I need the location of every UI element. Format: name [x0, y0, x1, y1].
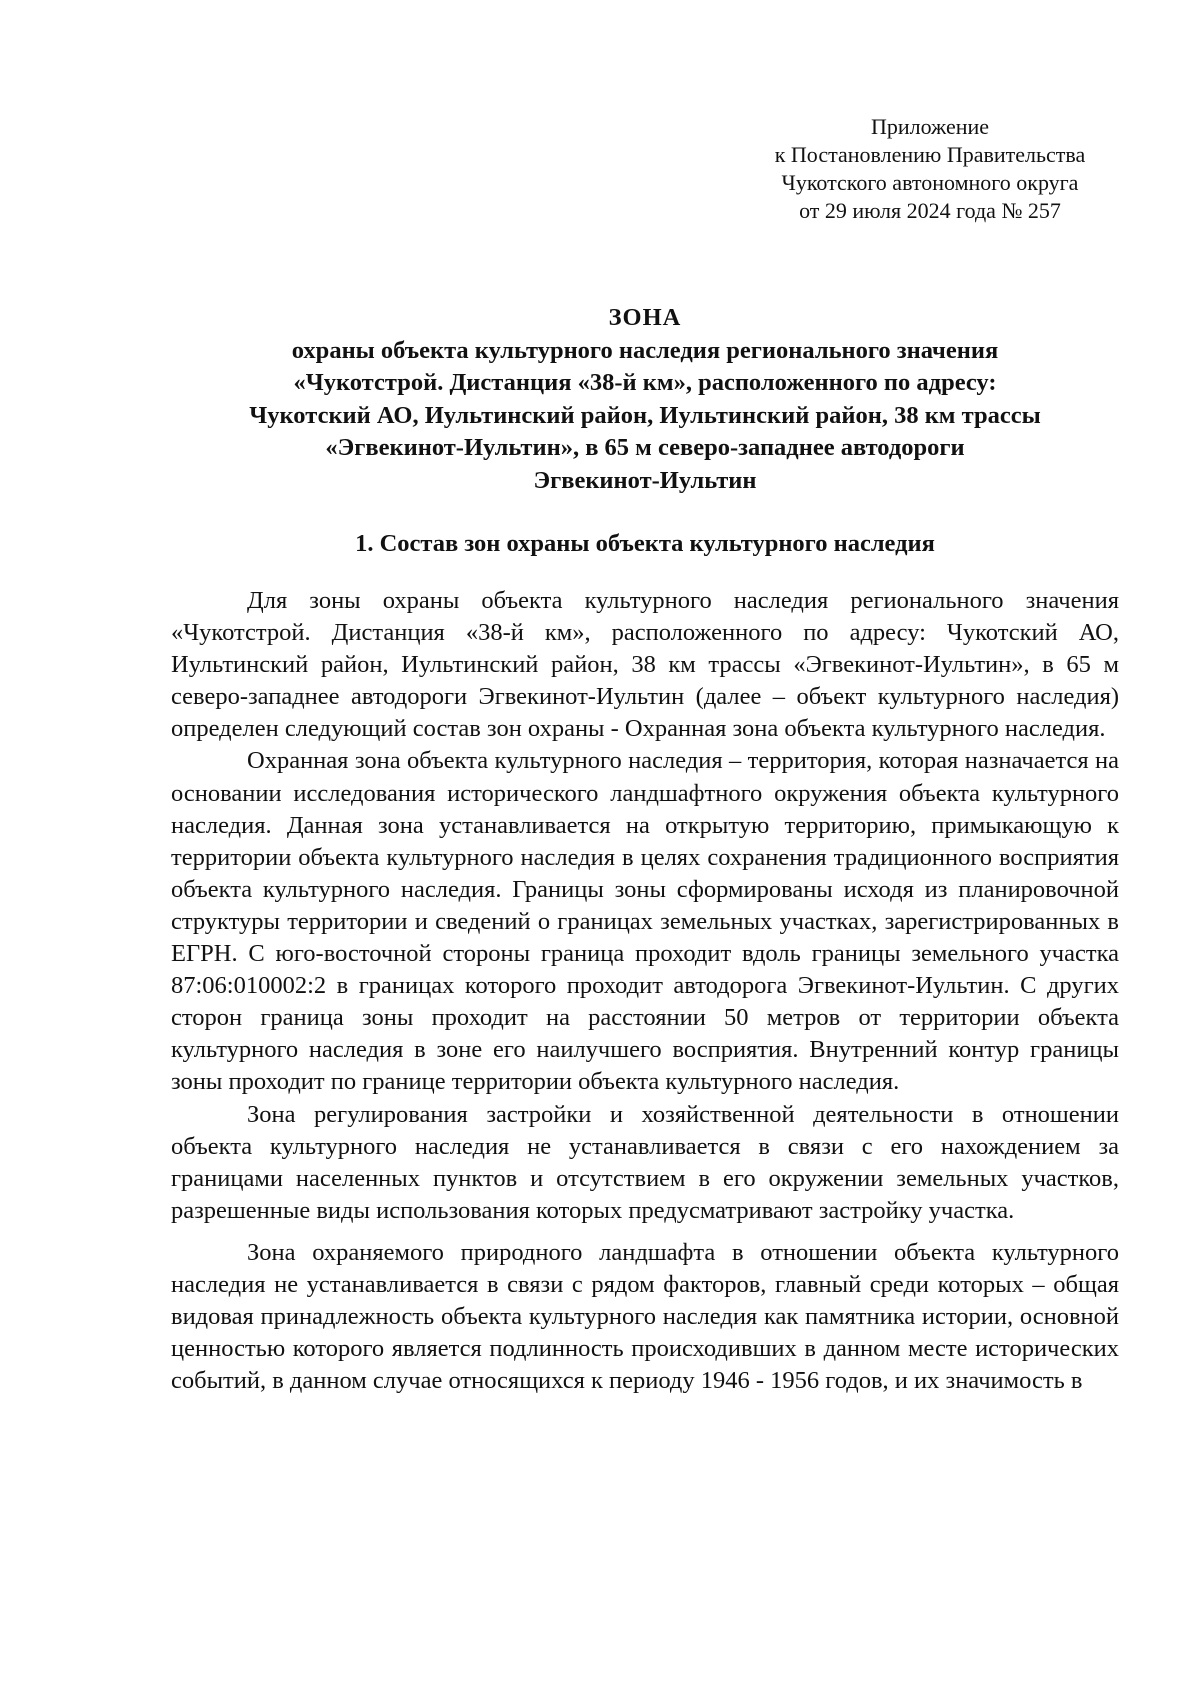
title-line: Эгвекинот-Иультин	[533, 466, 757, 494]
appendix-header	[740, 113, 1120, 225]
section-heading: 1. Состав зон охраны объекта культурного наследия	[355, 530, 935, 557]
paragraph: Охранная зона объекта культурного наследия – территория, которая назначается на основании исследования исторического ландшафтного окружения объекта культурного наследия. Данная зона устанавливается на открытую территорию, примыкающую к территории объекта культурного наследия в целях сохранения традиционного восприятия объекта культурного наследия. Границы зоны сформированы исходя из планировочной структуры территории и сведений о границах земельных участках, зарегистрированных в ЕГРН. С юго-восточной стороны граница проходит вдоль границы земельного участка 87:06:010002:2 в границах которого проходит автодорога Эгвекинот-Иультин. С других сторон граница зоны проходит на расстоянии 50 метров от территории объекта культурного наследия в зоне его наилучшего восприятия. Внутренний контур границы зоны проходит по границе территории объекта культурного наследия.	[171, 747, 1119, 1096]
title-line: охраны объекта культурного наследия регионального значения	[291, 336, 999, 364]
paragraph: Зона охраняемого природного ландшафта в отношении объекта культурного наследия не устанавливается в связи с рядом факторов, главный среди которых – общая видовая принадлежность объекта культурного наследия как памятника истории, основной ценностью которого является подлинность происходивших в данном месте исторических событий, в данном случае относящихся к периоду 1946 - 1956 годов, и их значимость в	[171, 1238, 1119, 1395]
title-line: «Чукотстрой. Дистанция «38-й км», расположенного по адресу:	[293, 369, 997, 396]
appendix-line: Приложение	[870, 114, 990, 139]
title-line: «Эгвекинот-Иультин», в 65 м северо-западнее автодороги	[325, 434, 965, 461]
appendix-line: к Постановлению Правительства	[774, 142, 1086, 167]
paragraph: Для зоны охраны объекта культурного наследия регионального значения «Чукотстрой. Дистанция «38-й км», расположенного по адресу: Чукотский АО, Иультинский район, Иультинский район, 38 км трассы «Эгвекинот-Иультин», в 65 м северо-западнее автодороги Эгвекинот-Иультин (далее – объект культурного наследия) определен следующий состав зон охраны - Охранная зона объекта культурного наследия.	[171, 587, 1119, 743]
title-main: ЗОНА	[608, 304, 682, 331]
section-body	[171, 585, 1119, 1397]
paragraph: Зона регулирования застройки и хозяйственной деятельности в отношении объекта культурного наследия не устанавливается в связи с его нахождением за границами населенных пунктов и отсутствием в его окружении земельных участков, разрешенные виды использования которых предусматривают застройку участка.	[171, 1100, 1119, 1224]
appendix-line: Чукотского автономного округа	[781, 170, 1079, 195]
appendix-line: от 29 июля 2024 года № 257	[799, 198, 1061, 223]
title-line: Чукотский АО, Иультинский район, Иультинский район, 38 км трассы	[249, 401, 1041, 429]
document-title	[150, 302, 1140, 497]
